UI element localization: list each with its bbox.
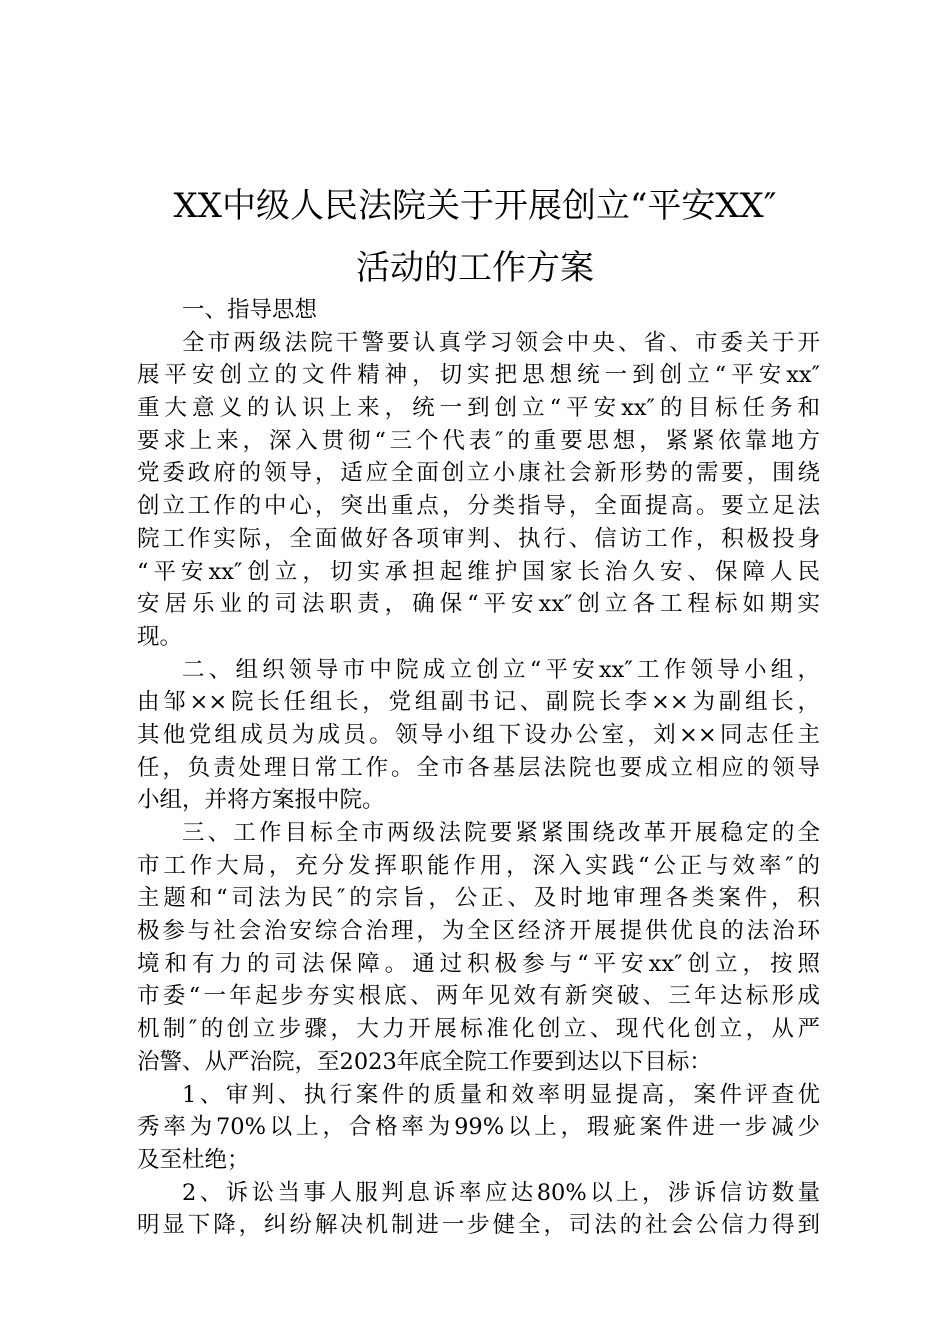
paragraph-line: 要求上来，深入贯彻“三个代表″的重要思想，紧紧依靠地方 [137,427,820,454]
paragraph-line: 全市两级法院干警要认真学习领会中央、省、市委关于开 [182,329,820,356]
paragraph-line: 由邹××院长任组长，党组副书记、副院长李××为副组长， [137,689,820,716]
paragraph-line: 极参与社会治安综合治理，为全区经济开展提供优良的法治环 [137,918,820,945]
paragraph-line: 重大意义的认识上来，统一到创立“平安xx″的目标任务和 [137,395,820,422]
paragraph-line: 党委政府的领导，适应全面创立小康社会新形势的需要，围绕 [137,460,820,487]
document-title-line-2: 活动的工作方案 [356,248,594,288]
paragraph-line: 安居乐业的司法职责，确保“平安xx″创立各工程标如期实 [137,591,820,618]
paragraph-line: 市委“一年起步夯实根底、两年见效有新突破、三年达标形成 [137,983,820,1010]
paragraph-line: 机制″的创立步骤，大力开展标准化创立、现代化创立，从严 [137,1016,820,1043]
paragraph-line: 展平安创立的文件精神，切实把思想统一到创立“平安xx″ [137,362,820,389]
paragraph-line: 2、诉讼当事人服判息诉率应达80%以上，涉诉信访数量 [182,1179,820,1206]
paragraph-line: 任，负责处理日常工作。全市各基层法院也要成立相应的领导 [137,754,820,781]
paragraph-line: 秀率为70%以上，合格率为99%以上，瑕疵案件进一步减少 [137,1114,820,1141]
paragraph-line: 现。 [137,623,183,650]
paragraph-line: 二、组织领导市中院成立创立“平安xx″工作领导小组， [182,656,820,683]
paragraph-line: 治警、从严治院，至2023年底全院工作要到达以下目标： [137,1048,712,1075]
document-body [137,294,820,1242]
paragraph-line: 主题和“司法为民″的宗旨，公正、及时地审理各类案件，积 [137,885,820,912]
paragraph-line: “平安xx″创立，切实承担起维护国家长治久安、保障人民 [137,558,820,585]
paragraph-line: 及至杜绝； [137,1146,250,1173]
section-heading-guiding-ideology: 一、指导思想 [182,297,318,323]
document-title-line-1: XX中级人民法院关于开展创立“平安XX″ [173,186,777,226]
paragraph-line: 市工作大局，充分发挥职能作用，深入实践“公正与效率″的 [137,852,820,879]
paragraph-line: 明显下降，纠纷解决机制进一步健全，司法的社会公信力得到 [137,1212,820,1239]
paragraph-line: 1、审判、执行案件的质量和效率明显提高，案件评查优 [182,1081,820,1108]
paragraph-line: 三、工作目标全市两级法院要紧紧围绕改革开展稳定的全 [182,820,820,846]
paragraph-line: 小组，并将方案报中院。 [137,787,385,814]
paragraph-line: 院工作实际，全面做好各项审判、执行、信访工作，积极投身 [137,525,820,552]
paragraph-line: 境和有力的司法保障。通过积极参与“平安xx″创立，按照 [137,950,820,977]
paragraph-line: 创立工作的中心，突出重点，分类指导，全面提高。要立足法 [137,493,820,520]
paragraph-line: 其他党组成员为成员。领导小组下设办公室，刘××同志任主 [137,721,820,748]
